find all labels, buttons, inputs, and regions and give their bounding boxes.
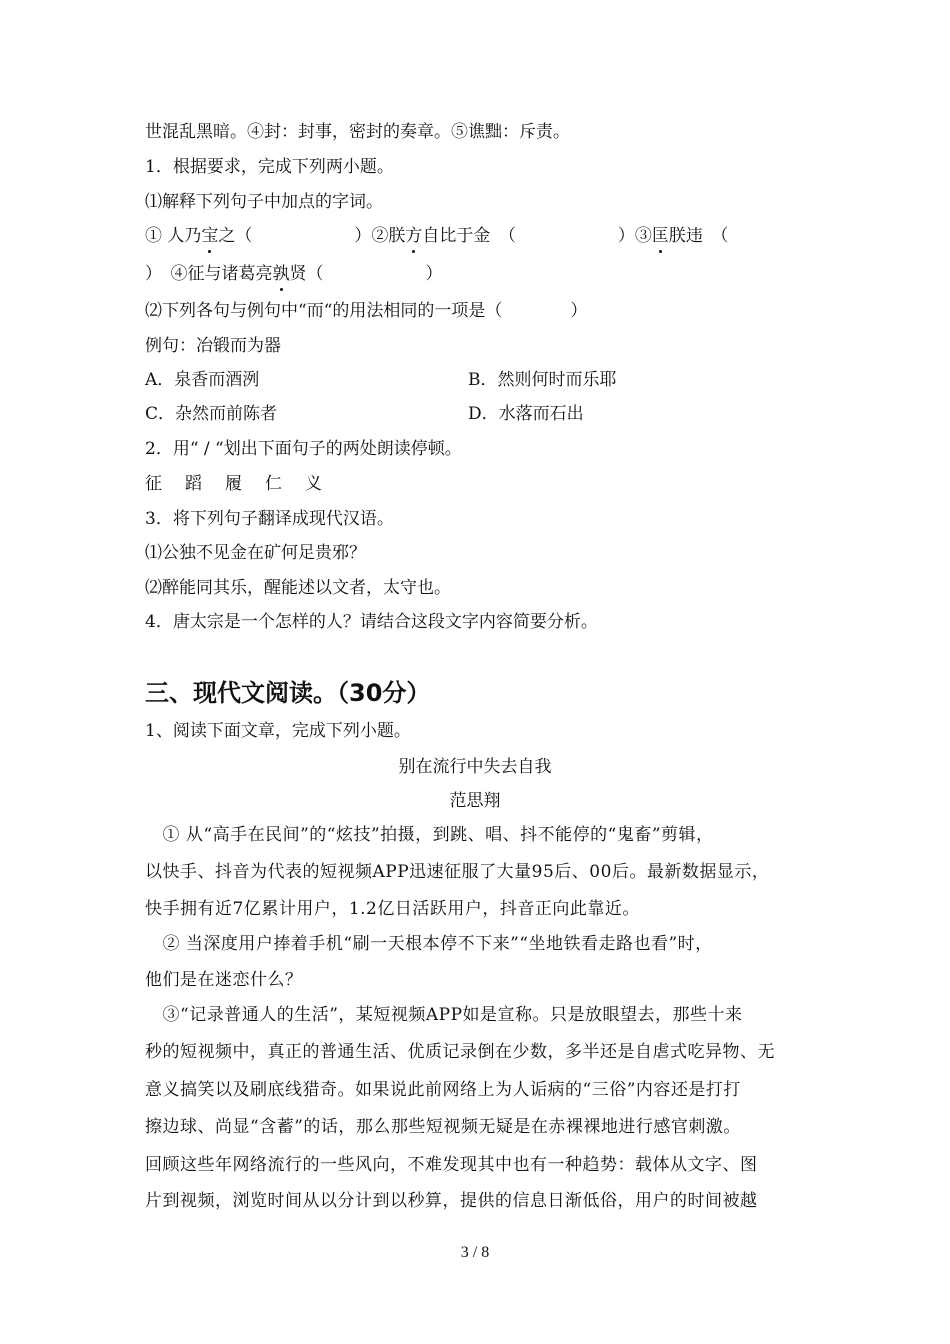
paragraph-line: ③“记录普通人的生活”，某短视频APP如是宣称。只是放眼望去，那些十来 [145,1005,743,1025]
paragraph-line: ① 从“高手在民间”的“炫技”拍摄，到跳、唱、抖不能停的“鬼畜”剪辑， [145,825,714,845]
paragraph-line: 擦边球、尚显“含蓄”的话，那么那些短视频无疑是在赤裸裸地进行感官刺激。 [145,1117,741,1137]
pause-char: 义 [305,474,322,494]
text-segment: ） ④征与诸葛亮 [145,264,273,284]
reading-instruction: 1、阅读下面文章，完成下列小题。 [145,721,411,741]
pause-char: 蹈 [185,474,202,494]
pause-char: 仁 [265,474,282,494]
paragraph-line: 他们是在迷恋什么？ [145,970,303,990]
pause-sentence [145,472,345,496]
text-segment: 朕违 （ [668,226,729,246]
question-3: 3．将下列句子翻译成现代汉语。 [145,509,394,529]
question-1: 1．根据要求，完成下列两小题。 [145,157,394,177]
article-author: 范思翔 [449,791,501,811]
section-heading: 三、现代文阅读。（30分） [145,679,431,707]
option-b: B．然则何时而乐耶 [468,370,617,390]
dotted-char: 方 [405,226,423,246]
option-c: C．杂然而前陈者 [145,404,278,424]
word-explain-row-1 [145,224,728,248]
word-explain-row-2 [145,262,443,286]
dotted-char: 匡 [651,226,669,246]
question-4: 4．唐太宗是一个怎样的人？请结合这段文字内容简要分析。 [145,612,598,632]
paragraph-line: 以快手、抖音为代表的短视频APP迅速征服了大量95后、00后。最新数据显示， [145,862,770,882]
text-segment: 之（ ）②朕 [218,226,406,246]
article-title: 别在流行中失去自我 [398,757,552,777]
pause-char: 履 [225,474,242,494]
translate-2: ⑵醉能同其乐，醒能述以文者，太守也。 [145,578,451,598]
text-line: 世混乱黑暗。④封：封事，密封的奏章。⑤谯黜：斥责。 [145,122,570,142]
text-segment: 自比于金 （ ）③ [422,226,652,246]
pause-char: 征 [145,474,162,494]
option-d: D．水落而石出 [468,404,584,424]
sub-question-1: ⑴解释下列句子中加点的字词。 [145,192,383,212]
options-row-2 [145,402,805,426]
paragraph-line: 快手拥有近7亿累计用户，1.2亿日活跃用户，抖音正向此靠近。 [145,899,640,919]
options-row-1 [145,368,805,392]
example-sentence: 例句：冶锻而为器 [145,336,281,356]
text-segment: 贤（ ） [289,264,443,284]
text-segment: ① 人乃 [145,226,202,246]
question-2: 2．用“ / “划出下面句子的两处朗读停顿。 [145,439,462,459]
dotted-char: 孰 [272,264,290,284]
sub-question-2: ⑵下列各句与例句中“而“的用法相同的一项是（ ） [145,301,588,321]
paragraph-line: 意义搞笑以及刷底线猎奇。如果说此前网络上为人诟病的“三俗”内容还是打打 [145,1080,741,1100]
paragraph-line: 秒的短视频中，真正的普通生活、优质记录倒在少数，多半还是自虐式吃异物、无 [145,1042,775,1062]
option-a: A．泉香而酒洌 [145,370,260,390]
translate-1: ⑴公独不见金在矿何足贵邪？ [145,543,366,563]
page-number: 3 / 8 [460,1244,490,1261]
paragraph-line: 片到视频，浏览时间从以分计到以秒算，提供的信息日渐低俗，用户的时间被越 [145,1191,758,1211]
paragraph-line: 回顾这些年网络流行的一些风向，不难发现其中也有一种趋势：载体从文字、图 [145,1155,758,1175]
paragraph-line: ② 当深度用户捧着手机“刷一天根本停不下来”“坐地铁看走路也看”时， [145,934,713,954]
dotted-char: 宝 [201,226,219,246]
